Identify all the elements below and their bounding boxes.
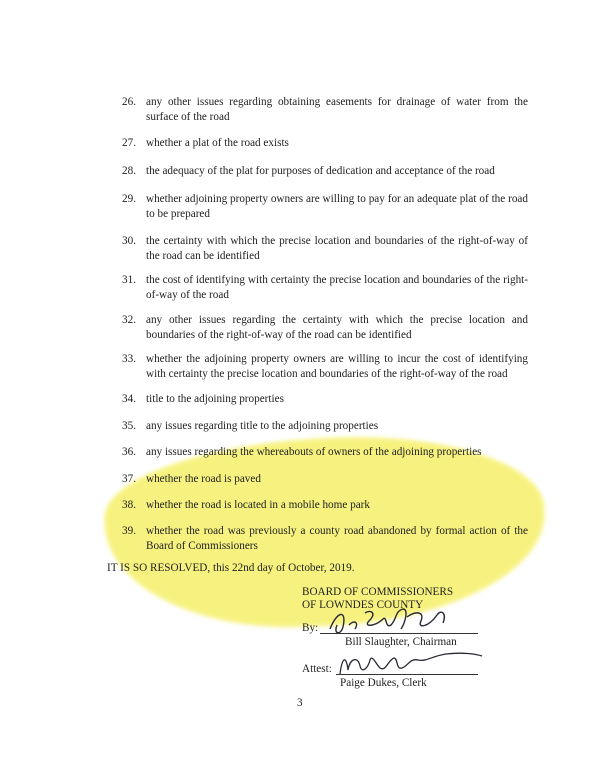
board-name-line-2: OF LOWNDES COUNTY [302,599,424,611]
board-name-line-1: BOARD OF COMMISSIONERS [302,586,454,598]
item-number: 37. [122,473,136,485]
item-text: the adequacy of the plat for purposes of dedication and acceptance of the road [146,165,495,177]
item-text: whether adjoining property owners are willing to pay for an adequate plat of the road to be prepared [146,193,528,220]
item-number: 26. [122,96,136,108]
page-number: 3 [297,697,303,709]
item-number: 38. [122,499,136,511]
resolution-statement: IT IS SO RESOLVED, this 22nd day of October, 2019. [107,562,355,574]
item-number: 35. [122,420,136,432]
item-text: whether the adjoining property owners are willing to incur the cost of identifying with certainty the precise location and boundaries of the right-of-way of the road [146,353,528,380]
item-text: whether the road was previously a county road abandoned by formal action of the Board of Commissioners [146,525,528,552]
item-text: whether the road is paved [146,473,261,485]
chairman-name: Bill Slaughter, Chairman [345,636,457,648]
item-number: 30. [122,235,136,247]
item-text: the certainty with which the precise location and boundaries of the right-of-way of the road can be identified [146,235,528,262]
attest-label: Attest: [302,663,332,675]
by-label: By: [302,622,319,634]
item-text: any other issues regarding the certainty with which the precise location and boundaries of the right-of-way of the road can be identified [146,314,528,341]
item-text: any other issues regarding obtaining easements for drainage of water from the surface of the road [146,96,528,123]
item-number: 33. [122,353,136,365]
item-number: 34. [122,393,136,405]
chairman-signature [325,605,455,639]
item-text: the cost of identifying with certainty the precise location and boundaries of the right-of-way of the road [146,274,528,301]
clerk-signature [336,648,486,680]
item-number: 28. [122,165,136,177]
item-text: title to the adjoining properties [146,393,284,405]
item-text: whether a plat of the road exists [146,137,289,149]
item-text: any issues regarding title to the adjoining properties [146,420,379,432]
item-text: whether the road is located in a mobile home park [146,499,370,511]
item-number: 31. [122,274,136,286]
item-number: 39. [122,525,136,537]
item-number: 32. [122,314,136,326]
item-text: any issues regarding the whereabouts of owners of the adjoining properties [146,446,482,458]
clerk-name: Paige Dukes, Clerk [340,677,427,689]
item-number: 27. [122,137,136,149]
item-number: 36. [122,446,136,458]
item-number: 29. [122,193,136,205]
